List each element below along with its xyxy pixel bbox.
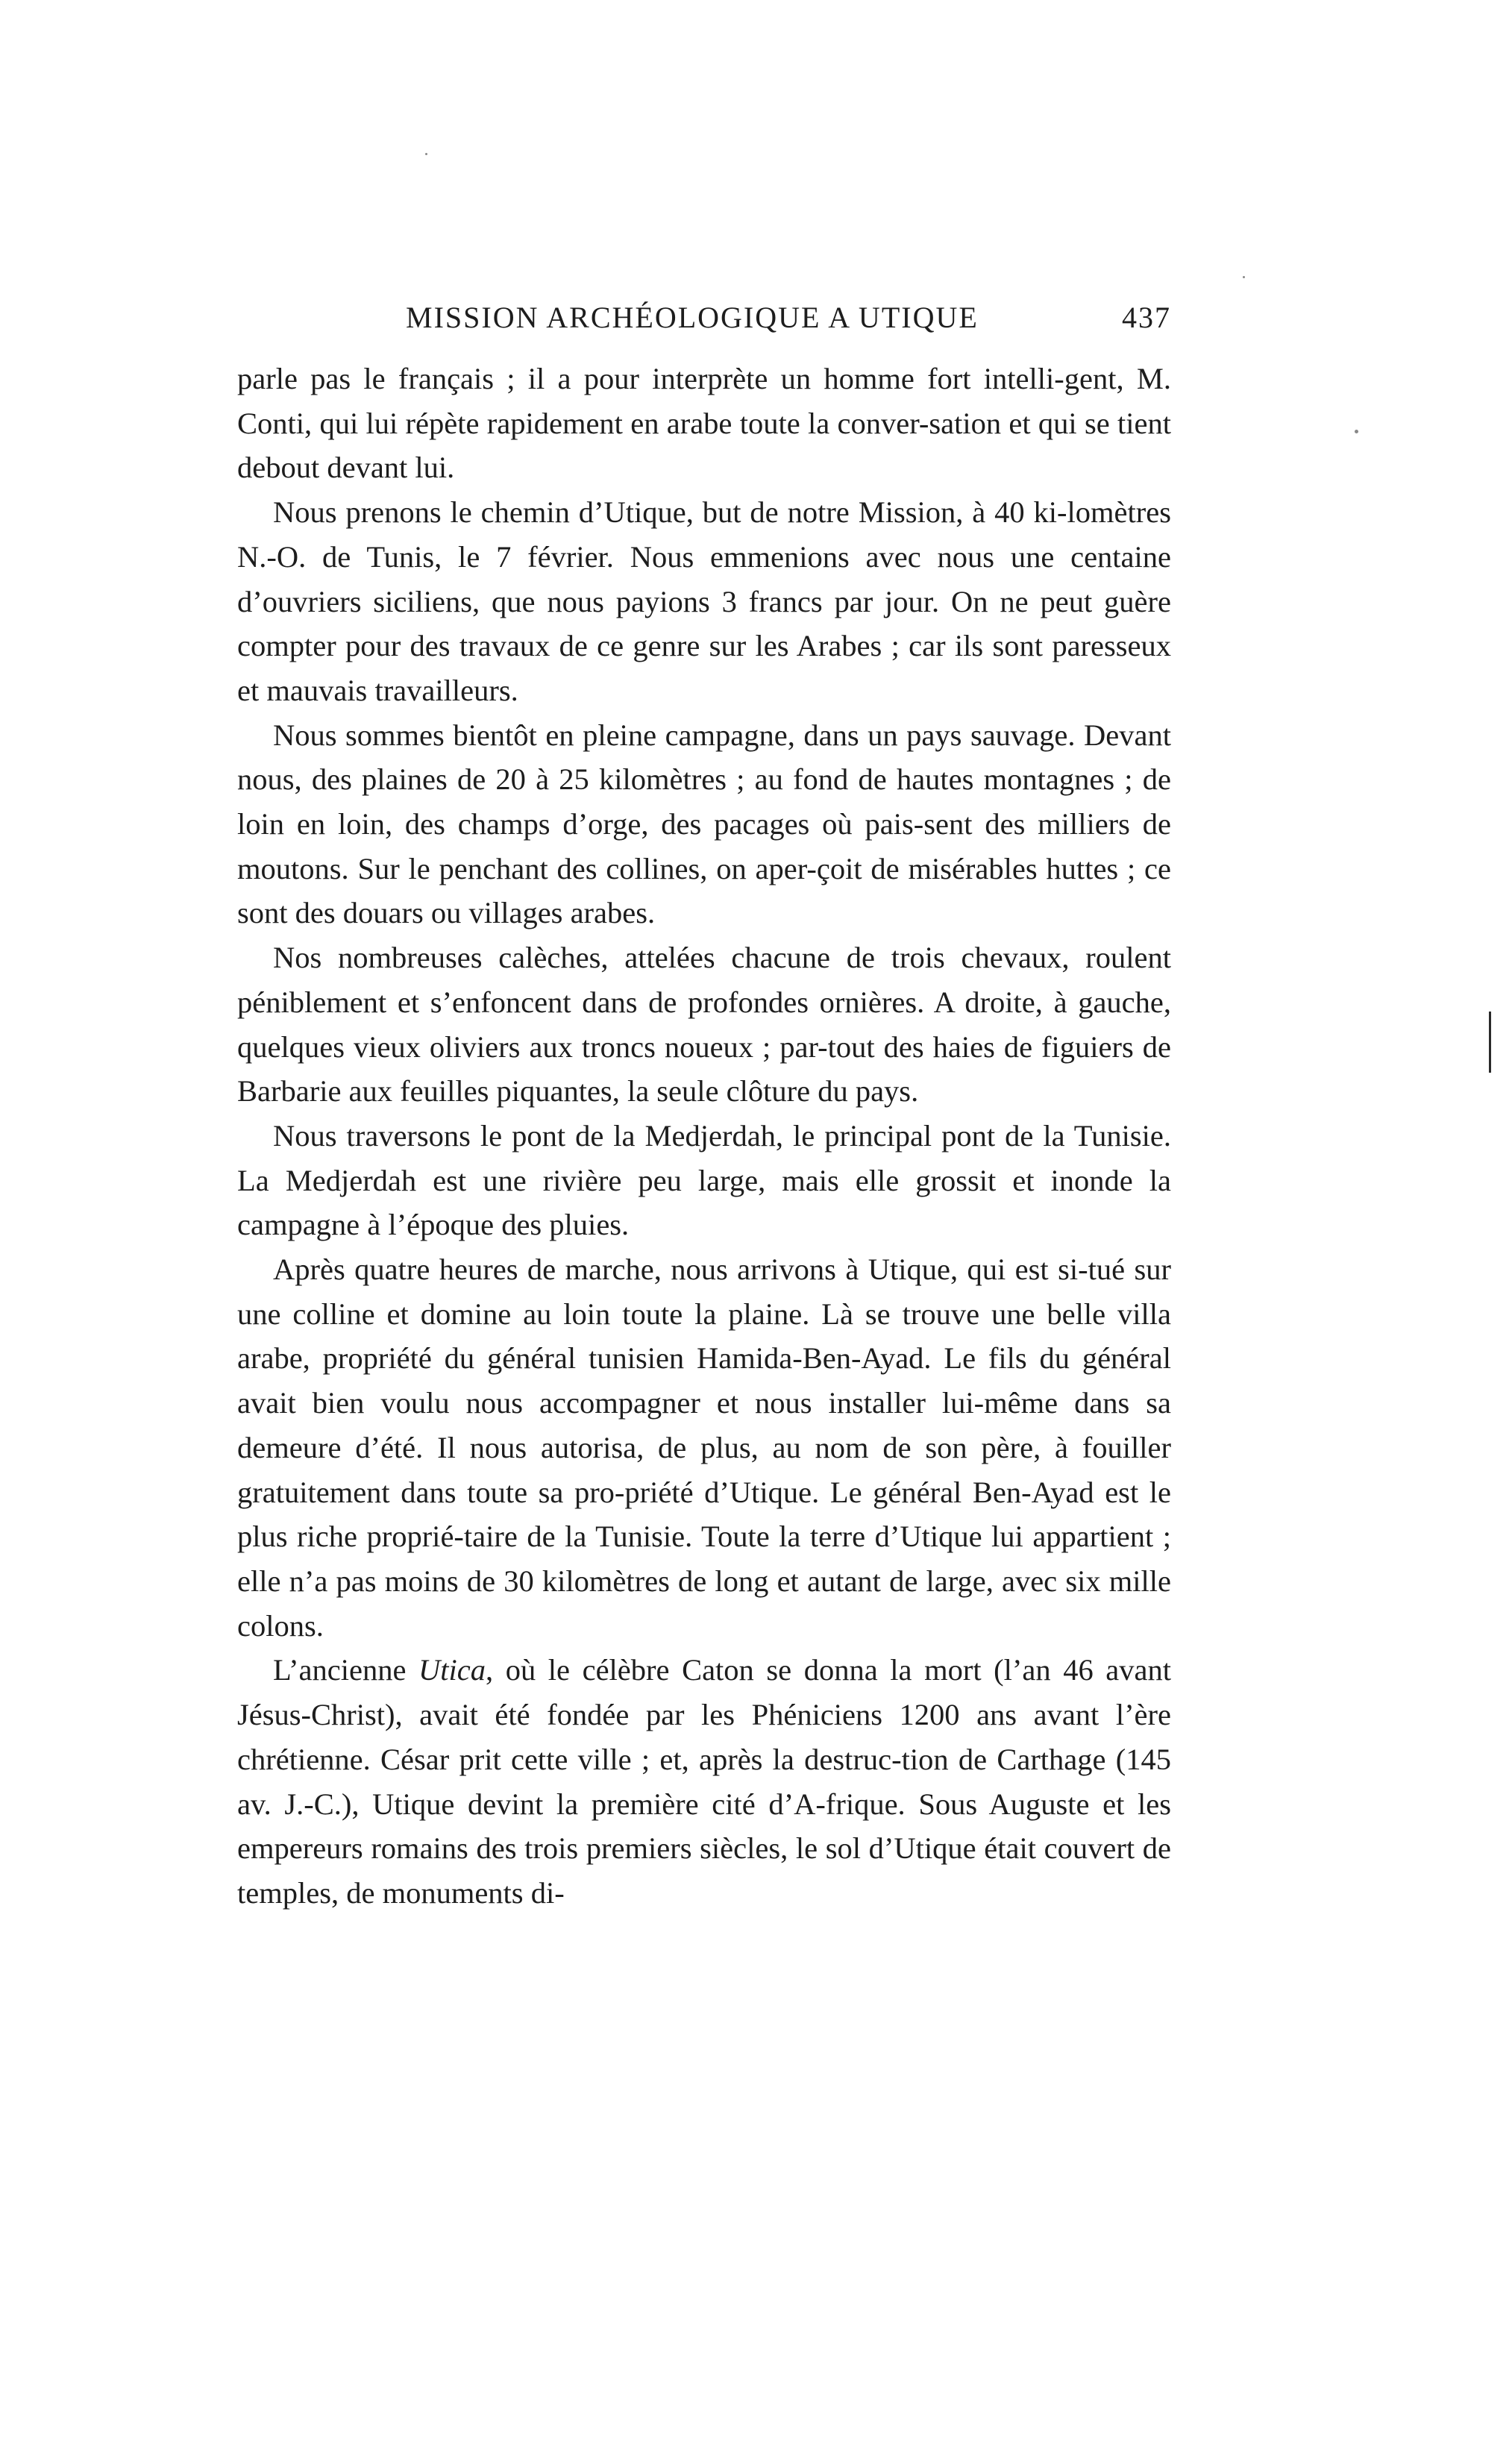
paper-speck xyxy=(425,153,427,155)
paper-speck xyxy=(1355,430,1358,433)
paper-speck xyxy=(1243,276,1245,278)
margin-mark xyxy=(1489,1012,1491,1073)
paragraph-text: Nous prenons le chemin d’Utique, but de notre Mission, à 40 ki-lomètres N.-O. de Tunis, le 7 février. Nous emmenions avec nous une centaine d’ouvriers siciliens, que nous payions 3 francs par jour. On ne peut guère compter pour des travaux de ce genre sur les Arabes ; car ils sont paresseux et mauvais travailleurs. xyxy=(237,495,1171,707)
italic-place-name: Utica xyxy=(418,1653,486,1687)
paragraph-5 xyxy=(237,1114,1171,1247)
page-number: 437 xyxy=(1122,301,1171,334)
paragraph-text: L’ancienne xyxy=(273,1653,418,1687)
paragraph-text: parle pas le français ; il a pour interprète un homme fort intelli-gent, M. Conti, qui lui répète rapidement en arabe toute la conver-sation et qui se tient debout devant lui. xyxy=(237,362,1171,485)
paragraph-4 xyxy=(237,935,1171,1114)
body-text xyxy=(237,357,1171,1916)
paragraph-1 xyxy=(237,357,1171,490)
paragraph-text: Nous traversons le pont de la Medjerdah, le principal pont de la Tunisie. La Medjerdah est une rivière peu large, mais elle grossit et inonde la campagne à l’époque des pluies. xyxy=(237,1118,1171,1242)
paragraph-text: Nous sommes bientôt en pleine campagne, dans un pays sauvage. Devant nous, des plaines de 20 à 25 kilomètres ; au fond de hautes montagnes ; de loin en loin, des champs d’orge, des pacages où pais-sent des milliers de moutons. Sur le penchant des collines, on aper-çoit de misérables huttes ; ce sont des douars ou villages arabes. xyxy=(237,718,1171,930)
paragraph-text: Après quatre heures de marche, nous arrivons à Utique, qui est si-tué sur une colline et domine au loin toute la plaine. Là se trouve une belle villa arabe, propriété du général tunisien Hamida-Ben-Ayad. Le fils du général avait bien voulu nous accompagner et nous installer lui-même dans sa demeure d’été. Il nous autorisa, de plus, au nom de son père, à fouiller gratuitement dans toute sa pro-priété d’Utique. Le général Ben-Ayad est le plus riche proprié-taire de la Tunisie. Toute la terre d’Utique lui appartient ; elle n’a pas moins de 30 kilomètres de long et autant de large, avec six mille colons. xyxy=(237,1252,1171,1643)
paragraph-text: Nos nombreuses calèches, attelées chacune de trois chevaux, roulent péniblement et s’enfoncent dans de profondes ornières. A droite, à gauche, quelques vieux oliviers aux troncs noueux ; par-tout des haies de figuiers de Barbarie aux feuilles piquantes, la seule clôture du pays. xyxy=(237,941,1171,1109)
running-head-title: MISSION ARCHÉOLOGIQUE A UTIQUE xyxy=(406,301,979,334)
paragraph-6 xyxy=(237,1247,1171,1648)
paragraph-text: , où le célèbre Caton se donna la mort (l’an 46 avant Jésus-Christ), avait été fondée par les Phéniciens 1200 ans avant l’ère chrétienne. César prit cette ville ; et, après la destruc-tion de Carthage (145 av. J.-C.), Utique devint la première cité d’A-frique. Sous Auguste et les empereurs romains des trois premiers siècles, le sol d’Utique était couvert de temples, de monuments di- xyxy=(237,1653,1171,1910)
paragraph-2 xyxy=(237,490,1171,713)
paragraph-3 xyxy=(237,713,1171,936)
paragraph-7 xyxy=(237,1648,1171,1915)
running-head xyxy=(237,300,1171,345)
